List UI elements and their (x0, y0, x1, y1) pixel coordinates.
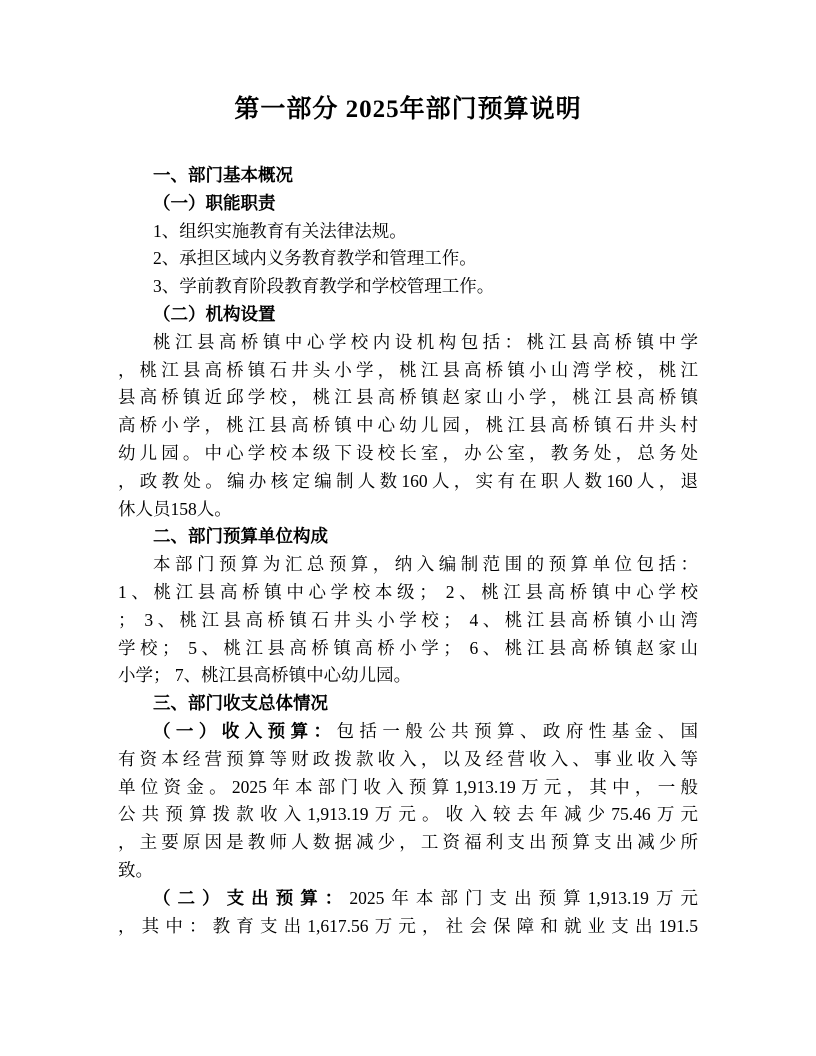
income-budget-line-3: 单位资金。2025年本部门收入预算1,913.19万元，其中，一般 (118, 776, 698, 797)
section-1-1-heading: （一）职能职责 (153, 192, 276, 213)
budget-units-line-4: 学校； 5、桃江县高桥镇高桥小学； 6、桃江县高桥镇赵家山 (118, 637, 698, 658)
income-budget-label: （一）收入预算： (153, 720, 337, 741)
expense-budget-first-line-text: 2025年本部门支出预算1,913.19万元 (349, 887, 699, 908)
organization-line-3: 县高桥镇近邱学校，桃江县高桥镇赵家山小学，桃江县高桥镇 (118, 387, 698, 408)
expense-budget-label: （二）支出预算： (153, 887, 350, 908)
organization-line-6: ，政教处。编办核定编制人数160人，实有在职人数160人，退 (118, 470, 698, 491)
budget-units-line-3: ； 3、桃江县高桥镇石井头小学校； 4、桃江县高桥镇小山湾 (118, 609, 698, 630)
section-2-heading: 二、部门预算单位构成 (153, 526, 328, 547)
budget-units-line-5: 小学； 7、桃江县高桥镇中心幼儿园。 (118, 665, 412, 686)
budget-units-line-1: 本部门预算为汇总预算，纳入编制范围的预算单位包括： (153, 554, 698, 575)
organization-line-7: 休人员158人。 (118, 498, 232, 519)
budget-units-line-2: 1、桃江县高桥镇中心学校本级； 2、桃江县高桥镇中心学校 (118, 581, 698, 602)
organization-line-4: 高桥小学，桃江县高桥镇中心幼儿园，桃江县高桥镇石井头村 (118, 415, 698, 436)
duty-item-2: 2、承担区域内义务教育教学和管理工作。 (153, 248, 477, 269)
expense-budget-line-1 (118, 885, 698, 913)
duty-item-3: 3、学前教育阶段教育教学和学校管理工作。 (153, 276, 495, 297)
organization-line-1: 桃江县高桥镇中心学校内设机构包括：桃江县高桥镇中学 (153, 331, 698, 352)
section-1-heading: 一、部门基本概况 (153, 165, 293, 185)
income-budget-line-6: 致。 (118, 859, 153, 880)
income-budget-line-1 (118, 718, 698, 746)
income-budget-line-4: 公共预算拨款收入1,913.19万元。收入较去年减少75.46万元 (118, 804, 698, 825)
income-budget-first-line-text: 包括一般公共预算、政府性基金、国 (336, 720, 699, 741)
income-budget-line-2: 有资本经营预算等财政拨款收入，以及经营收入、事业收入等 (118, 748, 698, 769)
section-3-heading: 三、部门收支总体情况 (153, 693, 328, 714)
duty-item-1: 1、组织实施教育有关法律法规。 (153, 220, 407, 241)
organization-line-5: 幼儿园。中心学校本级下设校长室，办公室，教务处，总务处 (118, 442, 698, 463)
document-title: 第一部分 2025年部门预算说明 (234, 96, 582, 123)
organization-line-2: ，桃江县高桥镇石井头小学，桃江县高桥镇小山湾学校，桃江 (118, 359, 698, 380)
section-1-2-heading: （二）机构设置 (153, 303, 276, 324)
income-budget-line-5: ，主要原因是教师人数据减少，工资福利支出预算支出减少所 (118, 832, 698, 853)
expense-budget-line-2: ，其中：教育支出1,617.56万元，社会保障和就业支出191.5 (118, 915, 698, 936)
